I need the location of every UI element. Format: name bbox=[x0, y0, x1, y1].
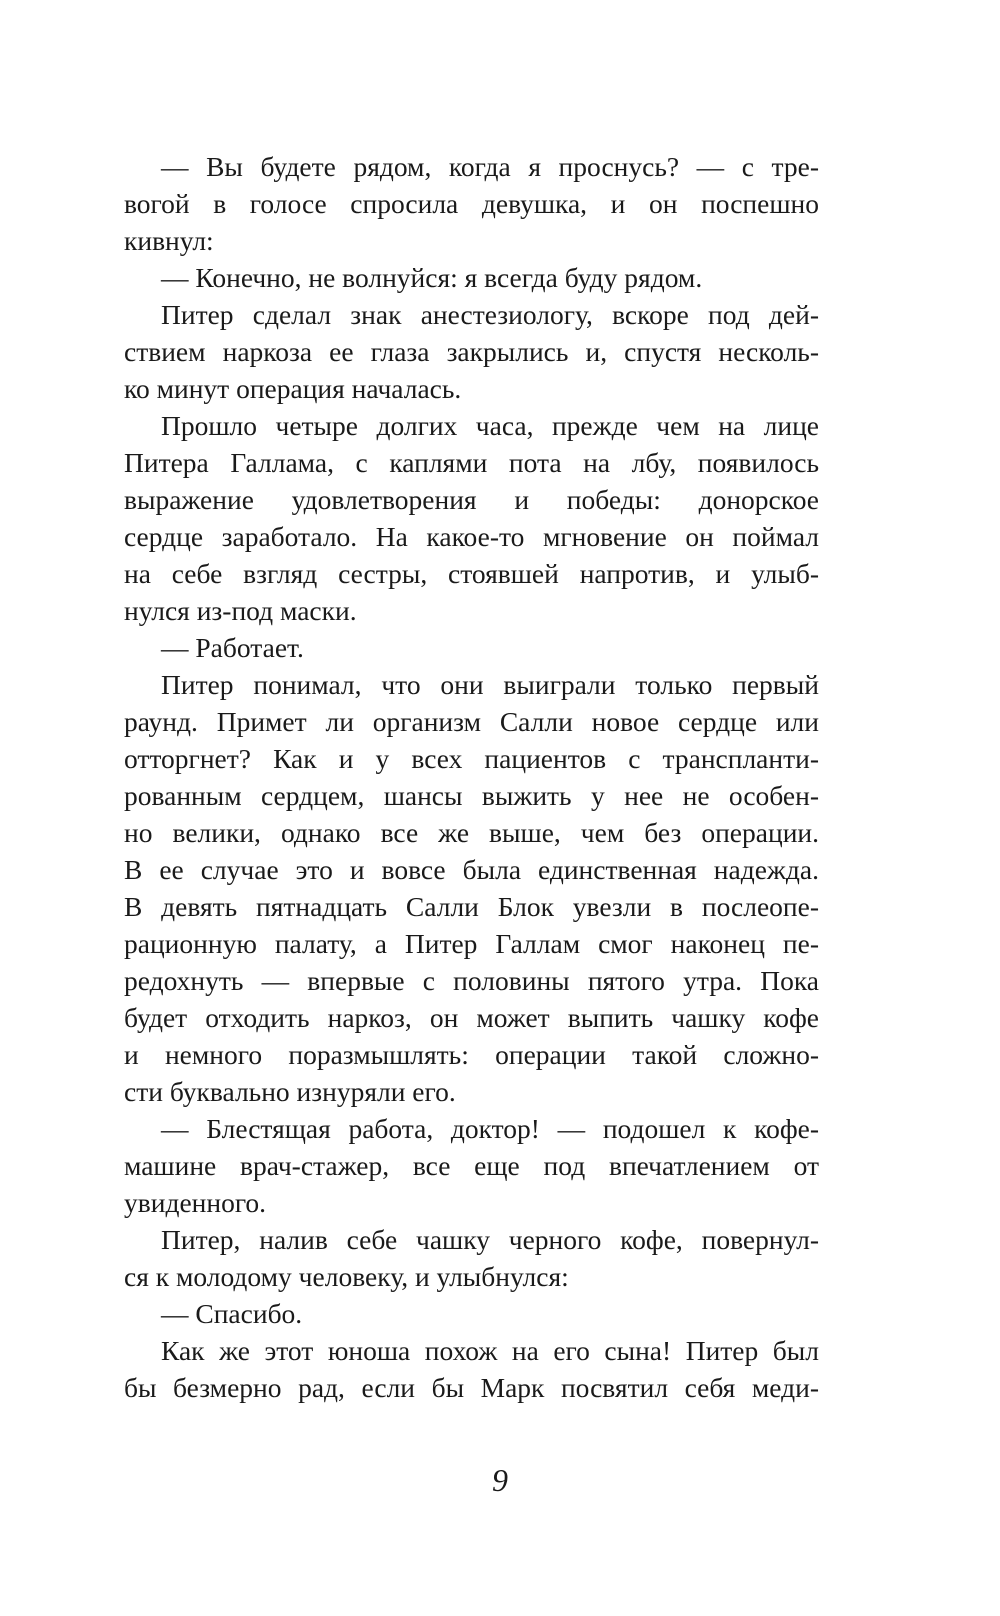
text-line: — Блестящая работа, доктор! — подошел к кофе- bbox=[161, 1113, 819, 1144]
text-line: на себе взгляд сестры, стоявшей напротив, и улыб- bbox=[124, 558, 819, 589]
text-line: сти буквально изнуряли его. bbox=[124, 1076, 456, 1107]
text-line: кивнул: bbox=[124, 225, 214, 256]
text-line: бы безмерно рад, если бы Марк посвятил себя меди- bbox=[124, 1372, 819, 1403]
body-text bbox=[124, 148, 819, 1406]
text-line: и немного поразмышлять: операции такой сложно- bbox=[124, 1039, 819, 1070]
text-line: Питер сделал знак анестезиологу, вскоре под дей- bbox=[161, 299, 819, 330]
text-line: будет отходить наркоз, он может выпить чашку кофе bbox=[124, 1002, 819, 1033]
text-line: но велики, однако все же выше, чем без операции. bbox=[124, 817, 819, 848]
text-line: Питер понимал, что они выиграли только первый bbox=[161, 669, 819, 700]
text-line: Питера Галлама, с каплями пота на лбу, появилось bbox=[124, 447, 819, 478]
text-line: В ее случае это и вовсе была единственная надежда. bbox=[124, 854, 819, 885]
text-line: Питер, налив себе чашку черного кофе, повернул- bbox=[161, 1224, 819, 1255]
text-line: ствием наркоза ее глаза закрылись и, спустя несколь- bbox=[124, 336, 819, 367]
text-line: В девять пятнадцать Салли Блок увезли в послеопе- bbox=[124, 891, 819, 922]
text-line: Как же этот юноша похож на его сына! Питер был bbox=[161, 1335, 819, 1366]
text-line: нулся из-под маски. bbox=[124, 595, 357, 626]
text-line: вогой в голосе спросила девушка, и он поспешно bbox=[124, 188, 819, 219]
text-line: машине врач-стажер, все еще под впечатлением от bbox=[124, 1150, 819, 1181]
text-line: сердце заработало. На какое-то мгновение он поймал bbox=[124, 521, 819, 552]
text-line: отторгнет? Как и у всех пациентов с транспланти- bbox=[124, 743, 819, 774]
text-line: — Спасибо. bbox=[161, 1298, 303, 1329]
text-line: ко минут операция началась. bbox=[124, 373, 462, 404]
text-line: — Вы будете рядом, когда я проснусь? — с тре- bbox=[161, 151, 819, 182]
text-line: рованным сердцем, шансы выжить у нее не особен- bbox=[124, 780, 819, 811]
text-line: рационную палату, а Питер Галлам смог наконец пе- bbox=[124, 928, 819, 959]
text-line: Прошло четыре долгих часа, прежде чем на лице bbox=[161, 410, 819, 441]
text-line: редохнуть — впервые с половины пятого утра. Пока bbox=[124, 965, 819, 996]
text-line: увиденного. bbox=[124, 1187, 267, 1218]
text-line: — Работает. bbox=[161, 632, 304, 663]
text-line: — Конечно, не волнуйся: я всегда буду рядом. bbox=[161, 262, 703, 293]
text-line: раунд. Примет ли организм Салли новое сердце или bbox=[124, 706, 819, 737]
text-line: выражение удовлетворения и победы: донорское bbox=[124, 484, 819, 515]
page-number: 9 bbox=[492, 1462, 508, 1498]
text-line: ся к молодому человеку, и улыбнулся: bbox=[124, 1261, 569, 1292]
